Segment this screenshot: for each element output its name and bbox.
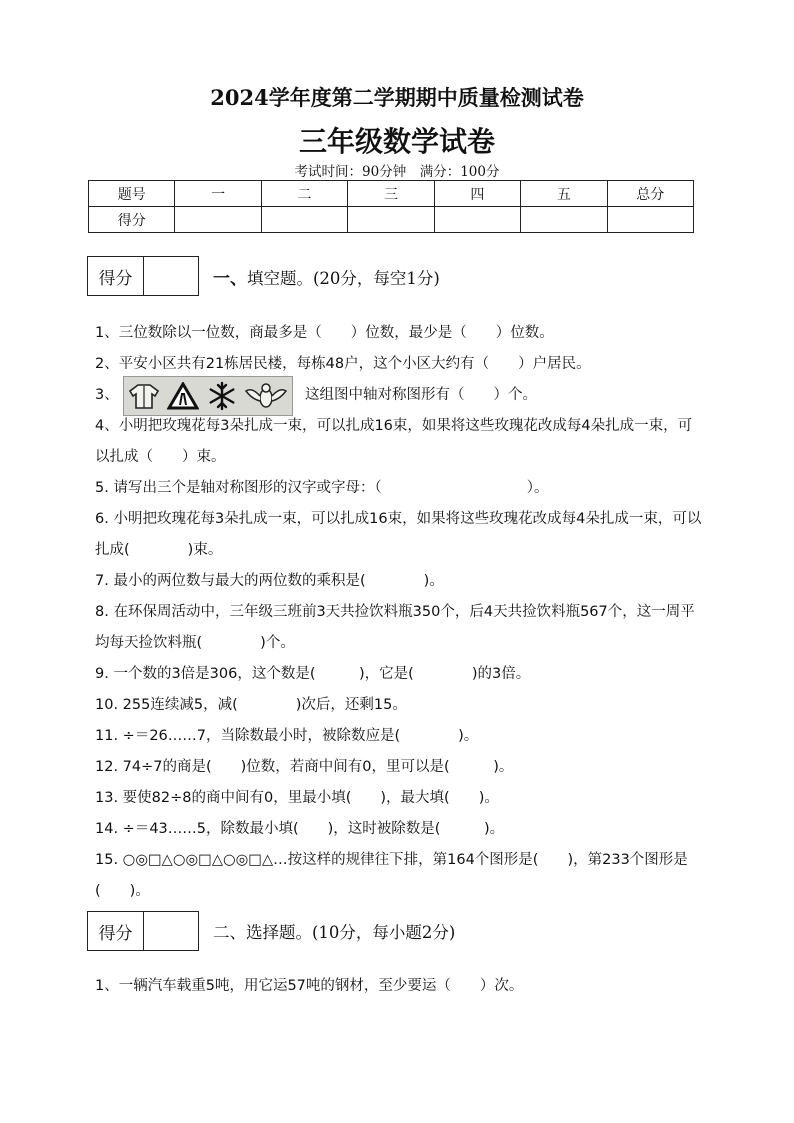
score-table-header: 二 [261, 181, 347, 207]
question-10: 10. 255连续减5，减( )次后，还剩15。 [95, 697, 407, 713]
section-2-header [87, 911, 455, 951]
question-4: 4、小明把玫瑰花每3朵扎成一束，可以扎成16束，如果将这些玫瑰花改成每4朵扎成一束，可以扎成（ ）束。 [95, 418, 693, 465]
section-score-box [87, 256, 199, 296]
warning-sign-icon [167, 382, 199, 410]
question-8: 8. 在环保周活动中，三年级三班前3天共捡饮料瓶350个，后4天共捡饮料瓶567个，这一周平均每天捡饮料瓶( )个。 [95, 604, 695, 651]
score-row-label: 得分 [89, 207, 175, 233]
score-table-header: 五 [521, 181, 607, 207]
question-3-number: 3、 [95, 387, 119, 403]
question-14: 14. ÷＝43……5，除数最小填( )，这时被除数是( )。 [95, 821, 505, 837]
score-table-header-row [89, 181, 694, 207]
exam-subtitle: 三年级数学试卷 [298, 125, 495, 158]
section-number: 一、 [213, 268, 247, 289]
question-5: 5. 请写出三个是轴对称图形的汉字或字母：（ ）。 [95, 480, 549, 496]
section-score-cell[interactable] [144, 257, 198, 295]
question-15: 15. ○◎□△○◎□△○◎□△…按这样的规律往下排，第164个图形是( )，第233个图形是( )。 [95, 852, 688, 899]
question-11: 11. ÷＝26……7，当除数最小时，被除数应是( )。 [95, 728, 479, 744]
exam-meta: 考试时间：90分钟 满分：100分 [294, 164, 500, 180]
score-table-header: 四 [434, 181, 520, 207]
symmetry-picture-strip [123, 376, 293, 416]
section-score-label: 得分 [88, 257, 144, 295]
section-score-cell[interactable] [144, 912, 198, 950]
score-cell[interactable] [175, 207, 261, 233]
question-12: 12. 74÷7的商是( )位数，若商中间有0，里可以是( )。 [95, 759, 514, 775]
section-title [213, 264, 440, 289]
score-table-header: 三 [348, 181, 434, 207]
score-table [88, 180, 694, 233]
snowflake-icon [207, 381, 237, 411]
score-cell[interactable] [521, 207, 607, 233]
question-13: 13. 要使82÷8的商中间有0，里最小填( )，最大填( )。 [95, 790, 499, 806]
score-table-header: 题号 [89, 181, 175, 207]
section-1-header [87, 256, 440, 296]
score-cell[interactable] [434, 207, 520, 233]
coat-icon [128, 382, 160, 410]
question-1: 1、三位数除以一位数，商最多是（ ）位数，最少是（ ）位数。 [95, 325, 554, 341]
question-2: 2、平安小区共有21栋居民楼，每栋48户，这个小区大约有（ ）户居民。 [95, 356, 591, 372]
score-table-header: 一 [175, 181, 261, 207]
score-table-score-row [89, 207, 694, 233]
score-cell[interactable] [607, 207, 693, 233]
question-6: 6. 小明把玫瑰花每3朵扎成一束，可以扎成16束，如果将这些玫瑰花改成每4朵扎成一束，可以扎成( )束。 [95, 511, 702, 558]
section-title [213, 919, 455, 943]
score-cell[interactable] [261, 207, 347, 233]
exam-title: 2024学年度第二学期期中质量检测试卷 [210, 85, 584, 110]
question-7: 7. 最小的两位数与最大的两位数的乘积是( )。 [95, 573, 444, 589]
section-score-box [87, 911, 199, 951]
section-title-text: 选择题。(10分，每小题2分) [246, 923, 456, 942]
section-title-text: 填空题。(20分，每空1分) [247, 268, 440, 288]
question-9: 9. 一个数的3倍是306，这个数是( )，它是( )的3倍。 [95, 666, 531, 682]
section-number: 二、 [213, 923, 246, 942]
score-cell[interactable] [348, 207, 434, 233]
choice-question-1: 1、一辆汽车载重5吨，用它运57吨的钢材，至少要运（ ）次。 [95, 978, 524, 994]
bird-icon [244, 381, 288, 411]
section-score-label: 得分 [88, 912, 144, 950]
score-table-header: 总分 [607, 181, 693, 207]
question-3-text: 这组图中轴对称图形有（ ）个。 [305, 387, 537, 403]
